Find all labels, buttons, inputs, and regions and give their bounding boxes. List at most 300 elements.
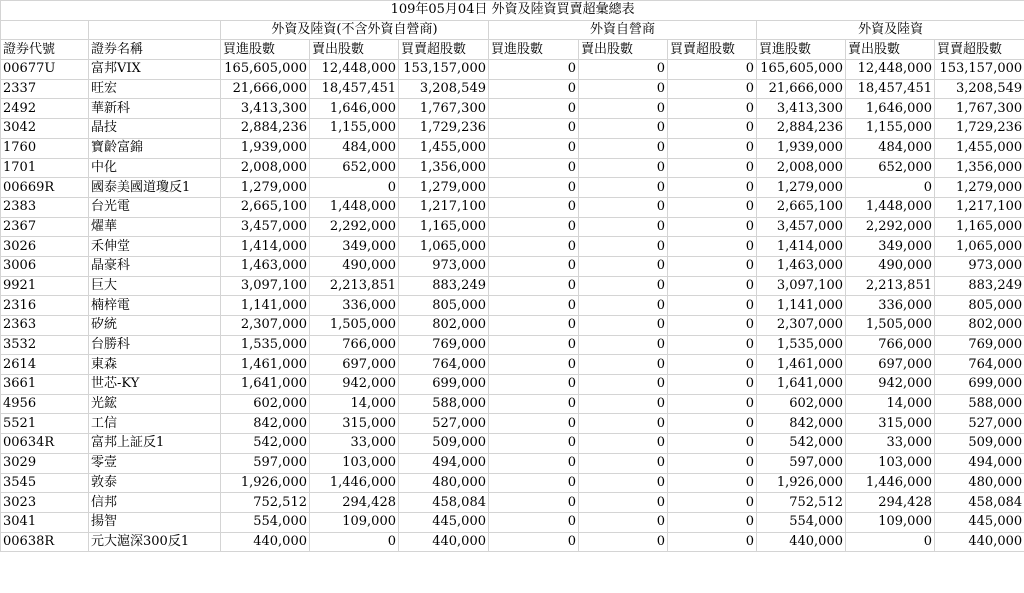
number-cell[interactable]: 1,446,000 — [846, 473, 935, 493]
number-cell[interactable]: 349,000 — [310, 237, 399, 257]
number-cell[interactable]: 752,512 — [221, 493, 310, 513]
number-cell[interactable]: 597,000 — [757, 453, 846, 473]
number-cell[interactable]: 588,000 — [935, 394, 1024, 414]
number-cell[interactable]: 0 — [668, 453, 757, 473]
number-cell[interactable]: 602,000 — [221, 394, 310, 414]
number-cell[interactable]: 3,208,549 — [399, 79, 489, 99]
number-cell[interactable]: 0 — [668, 414, 757, 434]
number-cell[interactable]: 484,000 — [310, 138, 399, 158]
number-cell[interactable]: 805,000 — [935, 296, 1024, 316]
stock-name-cell[interactable]: 禾伸堂 — [89, 237, 221, 257]
number-cell[interactable]: 769,000 — [935, 335, 1024, 355]
number-cell[interactable]: 509,000 — [399, 434, 489, 454]
number-cell[interactable]: 0 — [579, 256, 668, 276]
empty-cell[interactable] — [1, 20, 89, 40]
number-cell[interactable]: 2,665,100 — [757, 197, 846, 217]
stock-name-cell[interactable]: 晶技 — [89, 119, 221, 139]
number-cell[interactable]: 542,000 — [221, 434, 310, 454]
number-cell[interactable]: 315,000 — [310, 414, 399, 434]
number-cell[interactable]: 0 — [489, 493, 579, 513]
number-cell[interactable]: 802,000 — [399, 316, 489, 336]
number-cell[interactable]: 0 — [668, 99, 757, 119]
stock-code-cell[interactable]: 2316 — [1, 296, 89, 316]
number-cell[interactable]: 2,008,000 — [221, 158, 310, 178]
stock-code-cell[interactable]: 3545 — [1, 473, 89, 493]
column-header[interactable]: 買賣超股數 — [668, 40, 757, 60]
number-cell[interactable]: 0 — [668, 256, 757, 276]
number-cell[interactable]: 766,000 — [846, 335, 935, 355]
stock-name-cell[interactable]: 晶豪科 — [89, 256, 221, 276]
stock-code-cell[interactable]: 3026 — [1, 237, 89, 257]
table-row — [1, 493, 1024, 513]
stock-name-cell[interactable]: 敦泰 — [89, 473, 221, 493]
stock-code-cell[interactable]: 4956 — [1, 394, 89, 414]
number-cell[interactable]: 0 — [579, 138, 668, 158]
number-cell[interactable]: 153,157,000 — [935, 60, 1024, 80]
number-cell[interactable]: 490,000 — [846, 256, 935, 276]
stock-code-cell[interactable]: 3006 — [1, 256, 89, 276]
number-cell[interactable]: 18,457,451 — [310, 79, 399, 99]
number-cell[interactable]: 3,457,000 — [221, 217, 310, 237]
stock-name-cell[interactable]: 旺宏 — [89, 79, 221, 99]
stock-name-cell[interactable]: 台勝科 — [89, 335, 221, 355]
number-cell[interactable]: 697,000 — [310, 355, 399, 375]
number-cell[interactable]: 0 — [489, 158, 579, 178]
table-row — [1, 394, 1024, 414]
number-cell[interactable]: 3,413,300 — [757, 99, 846, 119]
number-cell[interactable]: 1,141,000 — [221, 296, 310, 316]
number-cell[interactable]: 0 — [579, 532, 668, 552]
number-cell[interactable]: 0 — [489, 414, 579, 434]
number-cell[interactable]: 0 — [579, 453, 668, 473]
group-header-foreign-dealer[interactable]: 外資自營商 — [489, 20, 757, 40]
table-row — [1, 119, 1024, 139]
number-cell[interactable]: 1,279,000 — [935, 178, 1024, 198]
number-cell[interactable]: 0 — [668, 276, 757, 296]
number-cell[interactable]: 0 — [579, 473, 668, 493]
number-cell[interactable]: 752,512 — [757, 493, 846, 513]
stock-code-cell[interactable]: 2614 — [1, 355, 89, 375]
number-cell[interactable]: 1,926,000 — [221, 473, 310, 493]
number-cell[interactable]: 0 — [579, 493, 668, 513]
number-cell[interactable]: 1,926,000 — [757, 473, 846, 493]
number-cell[interactable]: 1,455,000 — [935, 138, 1024, 158]
stock-code-cell[interactable]: 2337 — [1, 79, 89, 99]
stock-name-cell[interactable]: 中化 — [89, 158, 221, 178]
number-cell[interactable]: 1,217,100 — [399, 197, 489, 217]
number-cell[interactable]: 1,065,000 — [935, 237, 1024, 257]
number-cell[interactable]: 2,307,000 — [757, 316, 846, 336]
number-cell[interactable]: 0 — [668, 119, 757, 139]
stock-code-cell[interactable]: 1760 — [1, 138, 89, 158]
number-cell[interactable]: 0 — [668, 375, 757, 395]
number-cell[interactable]: 805,000 — [399, 296, 489, 316]
number-cell[interactable]: 942,000 — [310, 375, 399, 395]
number-cell[interactable]: 883,249 — [935, 276, 1024, 296]
number-cell[interactable]: 2,307,000 — [221, 316, 310, 336]
number-cell[interactable]: 2,884,236 — [221, 119, 310, 139]
stock-code-cell[interactable]: 3661 — [1, 375, 89, 395]
number-cell[interactable]: 769,000 — [399, 335, 489, 355]
number-cell[interactable]: 1,279,000 — [399, 178, 489, 198]
number-cell[interactable]: 527,000 — [399, 414, 489, 434]
number-cell[interactable]: 1,535,000 — [757, 335, 846, 355]
number-cell[interactable]: 103,000 — [846, 453, 935, 473]
number-cell[interactable]: 109,000 — [310, 512, 399, 532]
number-cell[interactable]: 0 — [489, 355, 579, 375]
stock-name-cell[interactable]: 國泰美國道瓊反1 — [89, 178, 221, 198]
number-cell[interactable]: 527,000 — [935, 414, 1024, 434]
number-cell[interactable]: 0 — [579, 296, 668, 316]
column-header[interactable]: 賣出股數 — [846, 40, 935, 60]
number-cell[interactable]: 0 — [310, 532, 399, 552]
column-header[interactable]: 賣出股數 — [579, 40, 668, 60]
number-cell[interactable]: 440,000 — [221, 532, 310, 552]
number-cell[interactable]: 0 — [668, 434, 757, 454]
number-cell[interactable]: 542,000 — [757, 434, 846, 454]
number-cell[interactable]: 490,000 — [310, 256, 399, 276]
number-cell[interactable]: 336,000 — [846, 296, 935, 316]
table-row — [1, 316, 1024, 336]
number-cell[interactable]: 0 — [579, 158, 668, 178]
number-cell[interactable]: 0 — [489, 99, 579, 119]
number-cell[interactable]: 0 — [489, 197, 579, 217]
number-cell[interactable]: 0 — [489, 512, 579, 532]
number-cell[interactable]: 554,000 — [221, 512, 310, 532]
number-cell[interactable]: 0 — [579, 237, 668, 257]
number-cell[interactable]: 0 — [489, 532, 579, 552]
number-cell[interactable]: 2,008,000 — [757, 158, 846, 178]
number-cell[interactable]: 3,097,100 — [221, 276, 310, 296]
number-cell[interactable]: 1,155,000 — [310, 119, 399, 139]
stock-code-cell[interactable]: 9921 — [1, 276, 89, 296]
number-cell[interactable]: 336,000 — [310, 296, 399, 316]
number-cell[interactable]: 2,213,851 — [310, 276, 399, 296]
number-cell[interactable]: 0 — [579, 99, 668, 119]
number-cell[interactable]: 0 — [489, 394, 579, 414]
empty-cell[interactable] — [89, 20, 221, 40]
number-cell[interactable]: 1,646,000 — [846, 99, 935, 119]
stock-code-cell[interactable]: 5521 — [1, 414, 89, 434]
number-cell[interactable]: 165,605,000 — [757, 60, 846, 80]
number-cell[interactable]: 0 — [668, 197, 757, 217]
number-cell[interactable]: 699,000 — [935, 375, 1024, 395]
number-cell[interactable]: 0 — [668, 79, 757, 99]
number-cell[interactable]: 1,448,000 — [846, 197, 935, 217]
table-row — [1, 453, 1024, 473]
number-cell[interactable]: 0 — [668, 493, 757, 513]
number-cell[interactable]: 445,000 — [935, 512, 1024, 532]
number-cell[interactable]: 764,000 — [935, 355, 1024, 375]
stock-name-cell[interactable]: 揚智 — [89, 512, 221, 532]
number-cell[interactable]: 1,356,000 — [399, 158, 489, 178]
stock-code-cell[interactable]: 3029 — [1, 453, 89, 473]
number-cell[interactable]: 14,000 — [846, 394, 935, 414]
number-cell[interactable]: 0 — [668, 532, 757, 552]
number-cell[interactable]: 0 — [579, 276, 668, 296]
number-cell[interactable]: 0 — [668, 138, 757, 158]
stock-code-cell[interactable]: 2492 — [1, 99, 89, 119]
number-cell[interactable]: 652,000 — [310, 158, 399, 178]
number-cell[interactable]: 588,000 — [399, 394, 489, 414]
number-cell[interactable]: 14,000 — [310, 394, 399, 414]
number-cell[interactable]: 440,000 — [935, 532, 1024, 552]
column-header[interactable]: 證券代號 — [1, 40, 89, 60]
number-cell[interactable]: 0 — [668, 60, 757, 80]
number-cell[interactable]: 652,000 — [846, 158, 935, 178]
number-cell[interactable]: 842,000 — [757, 414, 846, 434]
number-cell[interactable]: 973,000 — [935, 256, 1024, 276]
number-cell[interactable]: 18,457,451 — [846, 79, 935, 99]
number-cell[interactable]: 3,457,000 — [757, 217, 846, 237]
number-cell[interactable]: 2,884,236 — [757, 119, 846, 139]
number-cell[interactable]: 21,666,000 — [221, 79, 310, 99]
number-cell[interactable]: 1,463,000 — [221, 256, 310, 276]
stock-code-cell[interactable]: 2363 — [1, 316, 89, 336]
number-cell[interactable]: 842,000 — [221, 414, 310, 434]
number-cell[interactable]: 0 — [579, 316, 668, 336]
number-cell[interactable]: 0 — [489, 473, 579, 493]
number-cell[interactable]: 0 — [489, 256, 579, 276]
number-cell[interactable]: 1,448,000 — [310, 197, 399, 217]
number-cell[interactable]: 697,000 — [846, 355, 935, 375]
number-cell[interactable]: 349,000 — [846, 237, 935, 257]
number-cell[interactable]: 0 — [579, 414, 668, 434]
number-cell[interactable]: 0 — [310, 178, 399, 198]
number-cell[interactable]: 3,208,549 — [935, 79, 1024, 99]
number-cell[interactable]: 440,000 — [399, 532, 489, 552]
number-cell[interactable]: 1,641,000 — [757, 375, 846, 395]
number-cell[interactable]: 1,729,236 — [935, 119, 1024, 139]
stock-name-cell[interactable]: 東森 — [89, 355, 221, 375]
number-cell[interactable]: 1,414,000 — [757, 237, 846, 257]
stock-name-cell[interactable]: 富邦VIX — [89, 60, 221, 80]
number-cell[interactable]: 0 — [579, 394, 668, 414]
stock-code-cell[interactable]: 3041 — [1, 512, 89, 532]
number-cell[interactable]: 1,217,100 — [935, 197, 1024, 217]
number-cell[interactable]: 0 — [668, 512, 757, 532]
number-cell[interactable]: 1,767,300 — [399, 99, 489, 119]
number-cell[interactable]: 1,414,000 — [221, 237, 310, 257]
number-cell[interactable]: 0 — [668, 473, 757, 493]
number-cell[interactable]: 554,000 — [757, 512, 846, 532]
number-cell[interactable]: 1,461,000 — [221, 355, 310, 375]
number-cell[interactable]: 1,356,000 — [935, 158, 1024, 178]
stock-code-cell[interactable]: 2383 — [1, 197, 89, 217]
number-cell[interactable]: 153,157,000 — [399, 60, 489, 80]
number-cell[interactable]: 0 — [489, 178, 579, 198]
column-header[interactable]: 買進股數 — [221, 40, 310, 60]
number-cell[interactable]: 0 — [668, 158, 757, 178]
stock-code-cell[interactable]: 00669R — [1, 178, 89, 198]
number-cell[interactable]: 802,000 — [935, 316, 1024, 336]
column-header[interactable]: 買賣超股數 — [935, 40, 1024, 60]
number-cell[interactable]: 0 — [579, 355, 668, 375]
stock-code-cell[interactable]: 3042 — [1, 119, 89, 139]
number-cell[interactable]: 973,000 — [399, 256, 489, 276]
number-cell[interactable]: 1,065,000 — [399, 237, 489, 257]
number-cell[interactable]: 1,279,000 — [757, 178, 846, 198]
stock-name-cell[interactable]: 台光電 — [89, 197, 221, 217]
number-cell[interactable]: 0 — [579, 119, 668, 139]
number-cell[interactable]: 602,000 — [757, 394, 846, 414]
column-header[interactable]: 買進股數 — [489, 40, 579, 60]
number-cell[interactable]: 3,413,300 — [221, 99, 310, 119]
number-cell[interactable]: 1,641,000 — [221, 375, 310, 395]
number-cell[interactable]: 480,000 — [935, 473, 1024, 493]
stock-code-cell[interactable]: 3023 — [1, 493, 89, 513]
number-cell[interactable]: 0 — [846, 178, 935, 198]
stock-name-cell[interactable]: 元大滬深300反1 — [89, 532, 221, 552]
number-cell[interactable]: 1,463,000 — [757, 256, 846, 276]
number-cell[interactable]: 494,000 — [399, 453, 489, 473]
number-cell[interactable]: 458,084 — [399, 493, 489, 513]
number-cell[interactable]: 0 — [668, 316, 757, 336]
number-cell[interactable]: 1,279,000 — [221, 178, 310, 198]
number-cell[interactable]: 1,505,000 — [846, 316, 935, 336]
number-cell[interactable]: 0 — [489, 434, 579, 454]
number-cell[interactable]: 12,448,000 — [846, 60, 935, 80]
number-cell[interactable]: 0 — [579, 217, 668, 237]
number-cell[interactable]: 0 — [579, 60, 668, 80]
stock-name-cell[interactable]: 華新科 — [89, 99, 221, 119]
stock-name-cell[interactable]: 矽統 — [89, 316, 221, 336]
number-cell[interactable]: 1,165,000 — [399, 217, 489, 237]
stock-code-cell[interactable]: 3532 — [1, 335, 89, 355]
number-cell[interactable]: 0 — [668, 355, 757, 375]
number-cell[interactable]: 2,292,000 — [846, 217, 935, 237]
stock-name-cell[interactable]: 信邦 — [89, 493, 221, 513]
number-cell[interactable]: 883,249 — [399, 276, 489, 296]
number-cell[interactable]: 0 — [579, 197, 668, 217]
number-cell[interactable]: 12,448,000 — [310, 60, 399, 80]
number-cell[interactable]: 1,165,000 — [935, 217, 1024, 237]
number-cell[interactable]: 0 — [489, 60, 579, 80]
number-cell[interactable]: 0 — [489, 276, 579, 296]
number-cell[interactable]: 0 — [489, 316, 579, 336]
number-cell[interactable]: 294,428 — [310, 493, 399, 513]
stock-name-cell[interactable]: 光鋐 — [89, 394, 221, 414]
number-cell[interactable]: 0 — [489, 335, 579, 355]
number-cell[interactable]: 699,000 — [399, 375, 489, 395]
number-cell[interactable]: 0 — [489, 79, 579, 99]
number-cell[interactable]: 21,666,000 — [757, 79, 846, 99]
column-header[interactable]: 買賣超股數 — [399, 40, 489, 60]
table-row — [1, 512, 1024, 532]
number-cell[interactable]: 458,084 — [935, 493, 1024, 513]
number-cell[interactable]: 0 — [489, 217, 579, 237]
number-cell[interactable]: 2,665,100 — [221, 197, 310, 217]
column-header[interactable]: 買進股數 — [757, 40, 846, 60]
number-cell[interactable]: 0 — [579, 79, 668, 99]
number-cell[interactable]: 103,000 — [310, 453, 399, 473]
number-cell[interactable]: 0 — [489, 296, 579, 316]
number-cell[interactable]: 0 — [668, 394, 757, 414]
stock-code-cell[interactable]: 00634R — [1, 434, 89, 454]
number-cell[interactable]: 942,000 — [846, 375, 935, 395]
group-header-foreign-excl-dealer[interactable]: 外資及陸資(不含外資自營商) — [221, 20, 489, 40]
number-cell[interactable]: 1,455,000 — [399, 138, 489, 158]
number-cell[interactable]: 0 — [489, 237, 579, 257]
number-cell[interactable]: 1,535,000 — [221, 335, 310, 355]
number-cell[interactable]: 764,000 — [399, 355, 489, 375]
number-cell[interactable]: 440,000 — [757, 532, 846, 552]
number-cell[interactable]: 3,097,100 — [757, 276, 846, 296]
stock-name-cell[interactable]: 燿華 — [89, 217, 221, 237]
number-cell[interactable]: 294,428 — [846, 493, 935, 513]
number-cell[interactable]: 0 — [668, 237, 757, 257]
sheet-title[interactable]: 109年05月04日 外資及陸資買賣超彙總表 — [1, 1, 1024, 21]
number-cell[interactable]: 1,505,000 — [310, 316, 399, 336]
stock-name-cell[interactable]: 楠梓電 — [89, 296, 221, 316]
number-cell[interactable]: 1,155,000 — [846, 119, 935, 139]
group-header-foreign-total[interactable]: 外資及陸資 — [757, 20, 1024, 40]
number-cell[interactable]: 165,605,000 — [221, 60, 310, 80]
number-cell[interactable]: 0 — [668, 335, 757, 355]
stock-code-cell[interactable]: 00677U — [1, 60, 89, 80]
number-cell[interactable]: 0 — [579, 335, 668, 355]
number-cell[interactable]: 0 — [489, 119, 579, 139]
number-cell[interactable]: 0 — [579, 178, 668, 198]
number-cell[interactable]: 480,000 — [399, 473, 489, 493]
number-cell[interactable]: 1,461,000 — [757, 355, 846, 375]
number-cell[interactable]: 0 — [668, 217, 757, 237]
number-cell[interactable]: 1,446,000 — [310, 473, 399, 493]
number-cell[interactable]: 0 — [489, 453, 579, 473]
number-cell[interactable]: 315,000 — [846, 414, 935, 434]
table-row — [1, 138, 1024, 158]
number-cell[interactable]: 597,000 — [221, 453, 310, 473]
stock-code-cell[interactable]: 2367 — [1, 217, 89, 237]
number-cell[interactable]: 1,939,000 — [757, 138, 846, 158]
number-cell[interactable]: 0 — [846, 532, 935, 552]
number-cell[interactable]: 1,939,000 — [221, 138, 310, 158]
stock-name-cell[interactable]: 世芯-KY — [89, 375, 221, 395]
stock-code-cell[interactable]: 00638R — [1, 532, 89, 552]
number-cell[interactable]: 0 — [579, 375, 668, 395]
number-cell[interactable]: 1,729,236 — [399, 119, 489, 139]
stock-name-cell[interactable]: 巨大 — [89, 276, 221, 296]
number-cell[interactable]: 445,000 — [399, 512, 489, 532]
number-cell[interactable]: 0 — [579, 512, 668, 532]
title-row — [1, 1, 1024, 21]
number-cell[interactable]: 0 — [489, 138, 579, 158]
number-cell[interactable]: 0 — [579, 434, 668, 454]
number-cell[interactable]: 0 — [668, 178, 757, 198]
number-cell[interactable]: 33,000 — [846, 434, 935, 454]
number-cell[interactable]: 1,767,300 — [935, 99, 1024, 119]
number-cell[interactable]: 494,000 — [935, 453, 1024, 473]
stock-name-cell[interactable]: 富邦上証反1 — [89, 434, 221, 454]
stock-name-cell[interactable]: 工信 — [89, 414, 221, 434]
number-cell[interactable]: 33,000 — [310, 434, 399, 454]
number-cell[interactable]: 0 — [668, 296, 757, 316]
number-cell[interactable]: 484,000 — [846, 138, 935, 158]
number-cell[interactable]: 509,000 — [935, 434, 1024, 454]
number-cell[interactable]: 1,141,000 — [757, 296, 846, 316]
number-cell[interactable]: 1,646,000 — [310, 99, 399, 119]
number-cell[interactable]: 0 — [489, 375, 579, 395]
number-cell[interactable]: 2,292,000 — [310, 217, 399, 237]
column-header[interactable]: 賣出股數 — [310, 40, 399, 60]
column-header[interactable]: 證券名稱 — [89, 40, 221, 60]
number-cell[interactable]: 109,000 — [846, 512, 935, 532]
number-cell[interactable]: 2,213,851 — [846, 276, 935, 296]
stock-name-cell[interactable]: 寶齡富錦 — [89, 138, 221, 158]
stock-name-cell[interactable]: 零壹 — [89, 453, 221, 473]
number-cell[interactable]: 766,000 — [310, 335, 399, 355]
stock-code-cell[interactable]: 1701 — [1, 158, 89, 178]
